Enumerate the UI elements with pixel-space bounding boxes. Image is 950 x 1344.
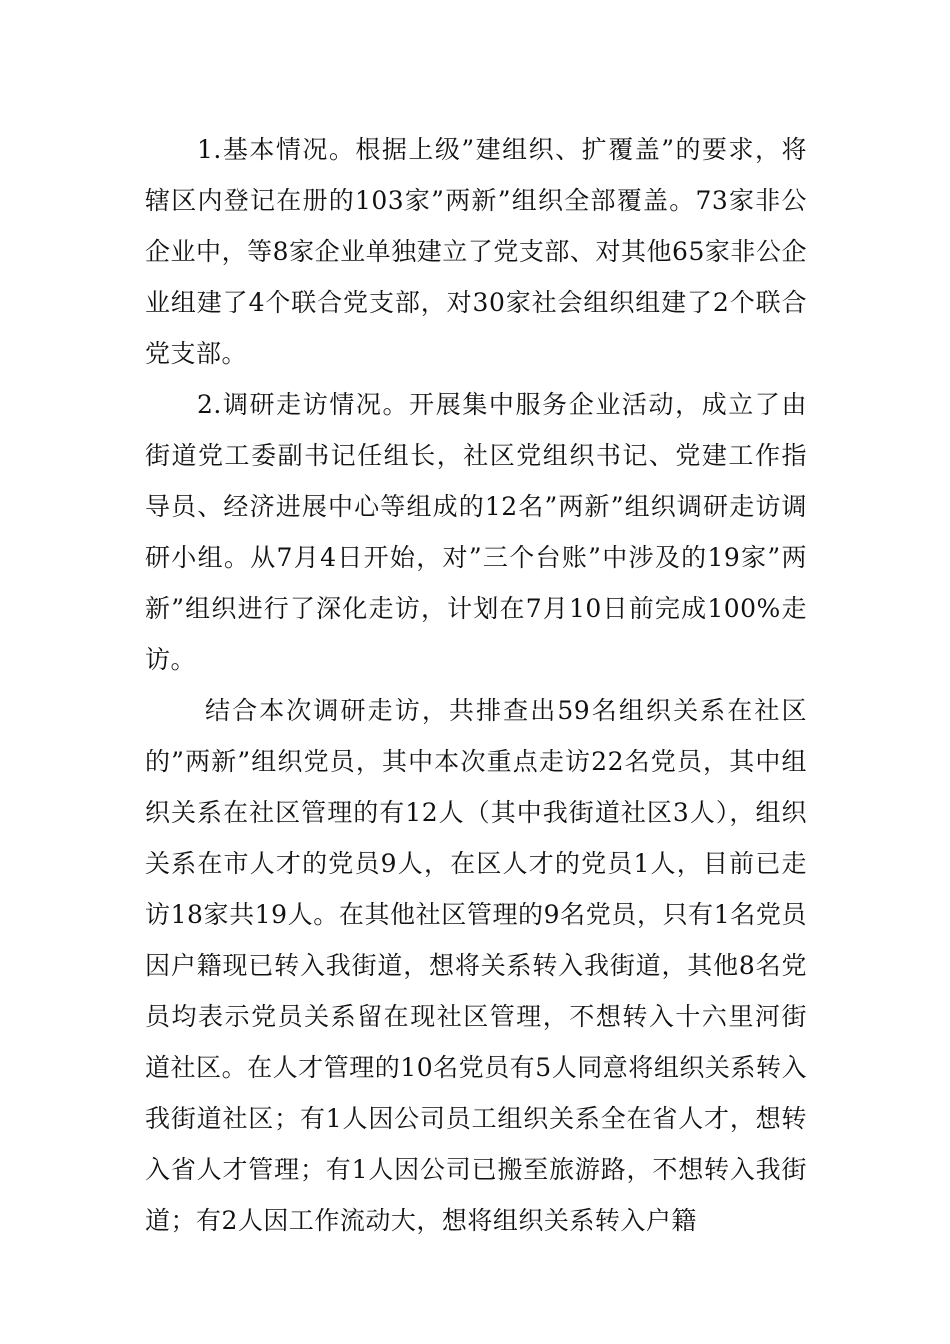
paragraph-survey-visits: 2.调研走访情况。开展集中服务企业活动，成立了由街道党工委副书记任组长，社区党组织书记、党建工作指导员、经济进展中心等组成的12名”两新”组织调研走访调研小组。从7月4日开始，对”三个台账”中涉及的19家”两新”组织进行了深化走访，计划在7月10日前完成100%走访。 bbox=[145, 390, 807, 674]
paragraph-findings: 结合本次调研走访，共排查出59名组织关系在社区的”两新”组织党员，其中本次重点走访22名党员，其中组织关系在社区管理的有12人（其中我街道社区3人），组织关系在市人才的党员9人，在区人才的党员1人，目前已走访18家共19人。在其他社区管理的9名党员，只有1名党员因户籍现已转入我街道，想将关系转入我街道，其他8名党员均表示党员关系留在现社区管理，不想转入十六里河街道社区。在人才管理的10名党员有5人同意将组织关系转入我街道社区；有1人因公司员工组织关系全在省人才，想转入省人才管理；有1人因公司已搬至旅游路，不想转入我街道；有2人因工作流动大，想将组织关系转入户籍 bbox=[145, 696, 807, 1235]
paragraph-basic-situation: 1.基本情况。根据上级”建组织、扩覆盖”的要求，将辖区内登记在册的103家”两新”组织全部覆盖。73家非公企业中，等8家企业单独建立了党支部、对其他65家非公企业组建了4个联合党支部，对30家社会组织组建了2个联合党支部。 bbox=[145, 135, 807, 368]
document-body bbox=[145, 124, 807, 1246]
